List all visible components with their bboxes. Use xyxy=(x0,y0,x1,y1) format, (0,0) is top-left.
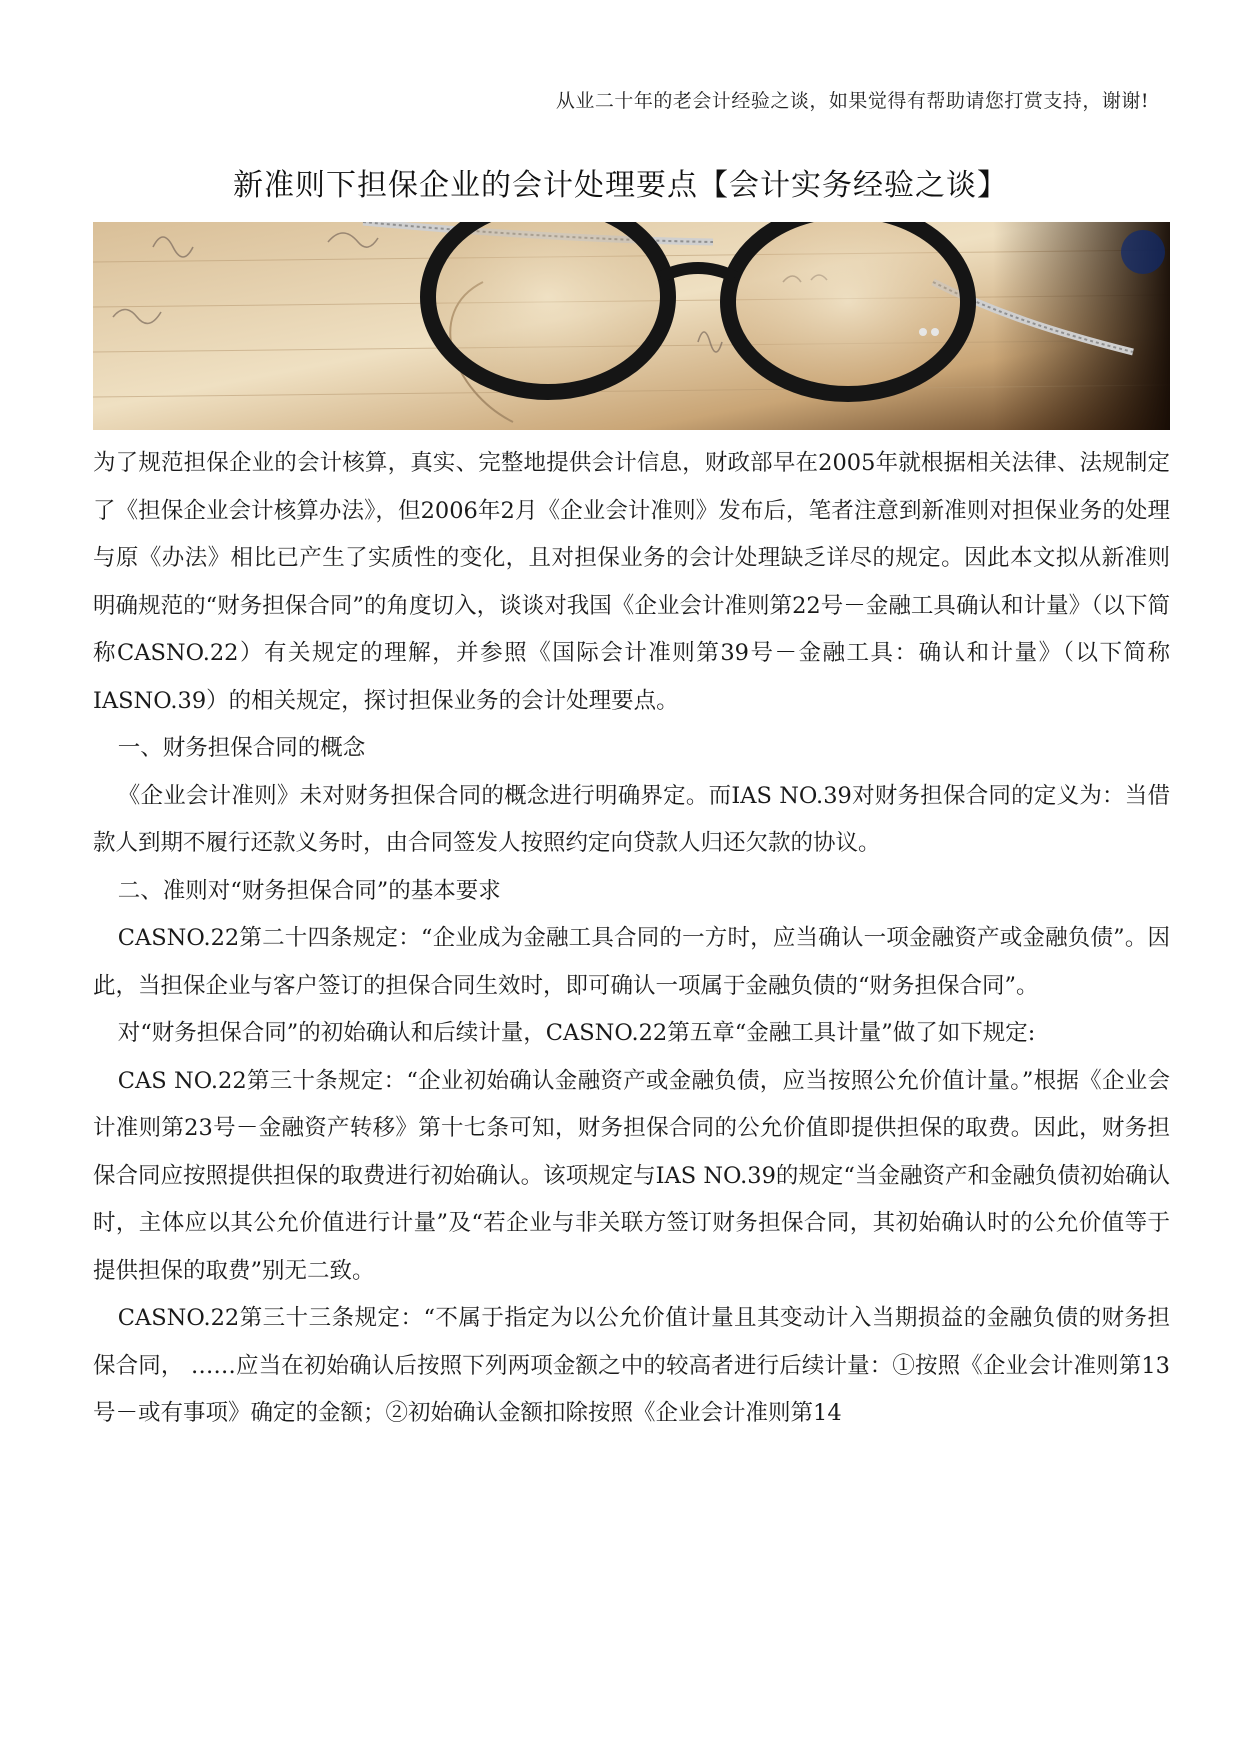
section-heading-concept: 一、财务担保合同的概念 xyxy=(117,735,366,761)
paragraph-article-30: CAS NO.22第三十条规定：“企业初始确认金融资产或金融负债，应当按照公允价值计量。”根据《企业会计准则第23号－金融资产转移》第十七条可知，财务担保合同的公允价值即提供担保的取费。因此，财务担保合同应按照提供担保的取费进行初始确认。该项规定与IAS NO.39的规定“当金融资产和金融负债初始确认时，主体应以其公允价值进行计量”及“若企业与非关联方签订财务担保合同，其初始确认时的公允价值等于提供担保的取费”别无二致。 xyxy=(93,1067,1170,1284)
eyeglasses-on-notebook-image xyxy=(93,222,1170,430)
header-note: 从业二十年的老会计经验之谈，如果觉得有帮助请您打赏支持，谢谢! xyxy=(555,90,1149,112)
paragraph-article-33: CASNO.22第三十三条规定：“不属于指定为以公允价值计量且其变动计入当期损益的金融负债的财务担保合同， ……应当在初始确认后按照下列两项金额之中的较高者进行后续计量：①按照《企业会计准则第13 号－或有事项》确定的金额；②初始确认金额扣除按照《企业会计准则第14 xyxy=(93,1305,1170,1426)
paragraph-concept-definition: 《企业会计准则》未对财务担保合同的概念进行明确界定。而IAS NO.39对财务担保合同的定义为：当借款人到期不履行还款义务时，由合同签发人按照约定向贷款人归还欠款的协议。 xyxy=(93,782,1170,856)
document-title: 新准则下担保企业的会计处理要点【会计实务经验之谈】 xyxy=(233,168,1008,203)
article-body xyxy=(93,440,1170,1438)
paragraph-measurement-intro: 对“财务担保合同”的初始确认和后续计量，CASNO.22第五章“金融工具计量”做了如下规定: xyxy=(117,1020,1036,1046)
section-heading-requirements: 二、准则对“财务担保合同”的基本要求 xyxy=(117,877,501,904)
banner-image xyxy=(93,222,1170,430)
paragraph-article-24: CASNO.22第二十四条规定：“企业成为金融工具合同的一方时，应当确认一项金融资产或金融负债”。因此，当担保企业与客户签订的担保合同生效时，即可确认一项属于金融负债的“财务担保合同”。 xyxy=(93,925,1170,999)
intro-paragraph: 为了规范担保企业的会计核算，真实、完整地提供会计信息，财政部早在2005年就根据相关法律、法规制定了《担保企业会计核算办法》，但2006年2月《企业会计准则》发布后，笔者注意到新准则对担保业务的处理与原《办法》相比已产生了实质性的变化，且对担保业务的会计处理缺乏详尽的规定。因此本文拟从新准则明确规范的“财务担保合同”的角度切入，谈谈对我国《企业会计准则第22号－金融工具确认和计量》（以下简称CASNO.22）有关规定的理解，并参照《国际会计准则第39号－金融工具：确认和计量》（以下简称IASNO.39）的相关规定，探讨担保业务的会计处理要点。 xyxy=(93,450,1170,714)
